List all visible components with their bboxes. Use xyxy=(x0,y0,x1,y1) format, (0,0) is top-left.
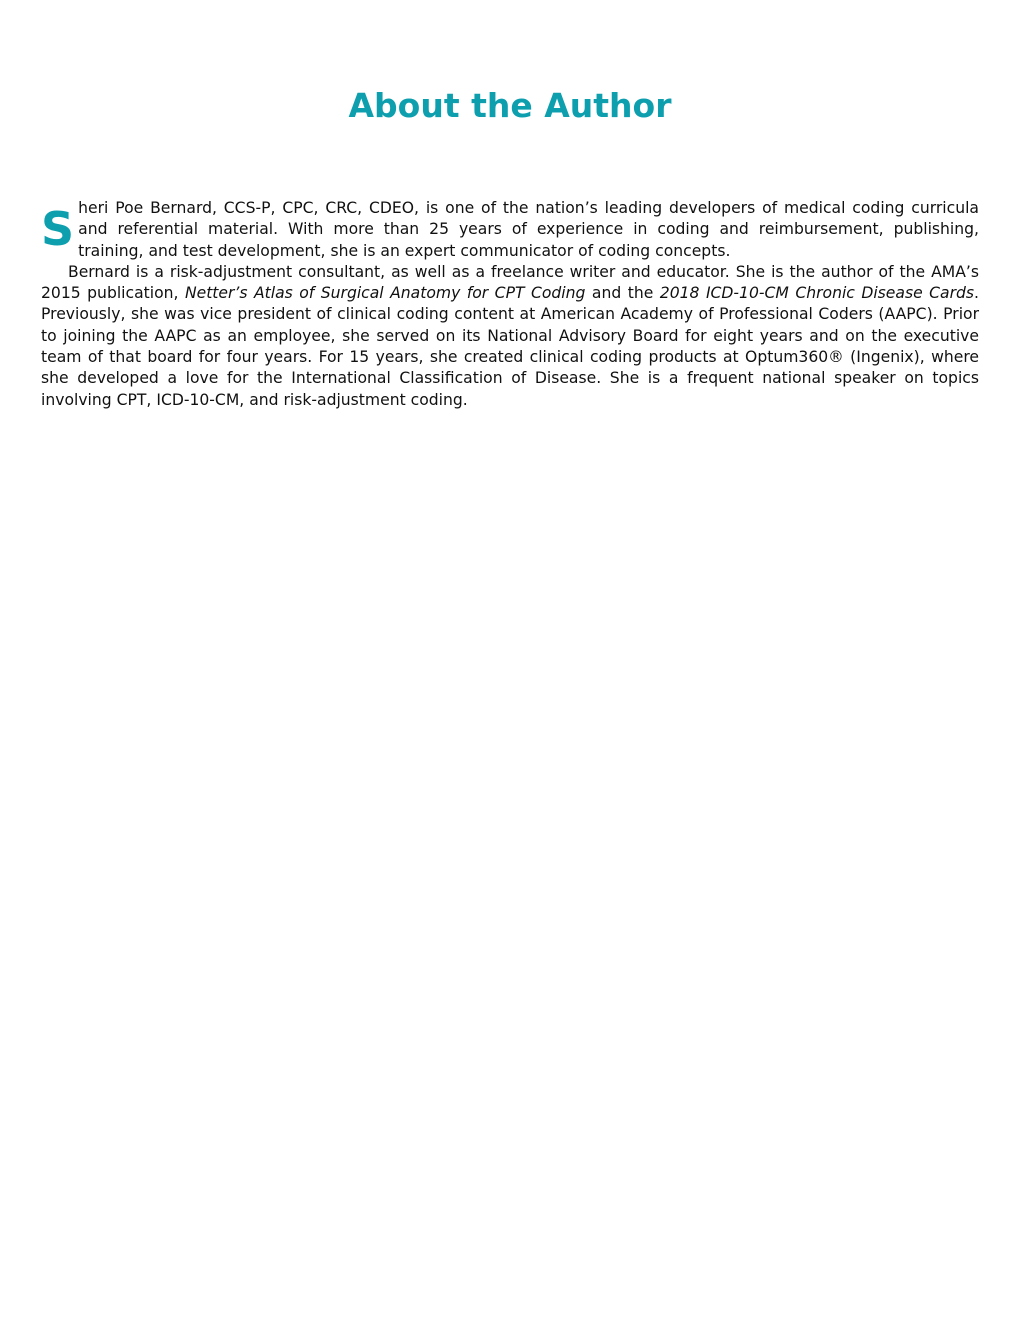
book-title-netters-atlas: Netter’s Atlas of Surgical Anatomy for CPT Coding xyxy=(184,284,586,303)
bio-paragraph-1 xyxy=(41,198,979,262)
author-bio xyxy=(41,198,979,411)
bio-paragraph-2-text-b: and the xyxy=(585,284,660,303)
drop-cap: S xyxy=(41,202,75,256)
page-title: About the Author xyxy=(348,86,672,125)
book-title-chronic-disease-cards: 2018 ICD-10-CM Chronic Disease Cards xyxy=(659,284,975,303)
bio-paragraph-2-text-c: . Previously, she was vice president of clinical coding content at American Academy of Professional Coders (AAPC). Prior to joining the AAPC as an employee, she served on its National Advisory Board for eight years and on the executive team of that board for four years. For 15 years, she created clinical coding products at Optum360® (Ingenix), where she developed a love for the International Classification of Disease. She is a frequent national speaker on topics involving CPT, ICD-10-CM, and risk-adjustment coding. xyxy=(41,284,979,409)
bio-paragraph-1-text: heri Poe Bernard, CCS-P, CPC, CRC, CDEO, is one of the nation’s leading developers of medical coding curricula and referential material. With more than 25 years of experience in coding and reimbursement, publishing, training, and test development, she is an expert communicator of coding concepts. xyxy=(78,199,979,260)
bio-paragraph-2 xyxy=(41,262,979,411)
bio-paragraph-2-text-a: Bernard is a risk-adjustment consultant, as well as a freelance writer and educator. She is the author of the AMA’s 2015 publication, xyxy=(41,262,979,303)
